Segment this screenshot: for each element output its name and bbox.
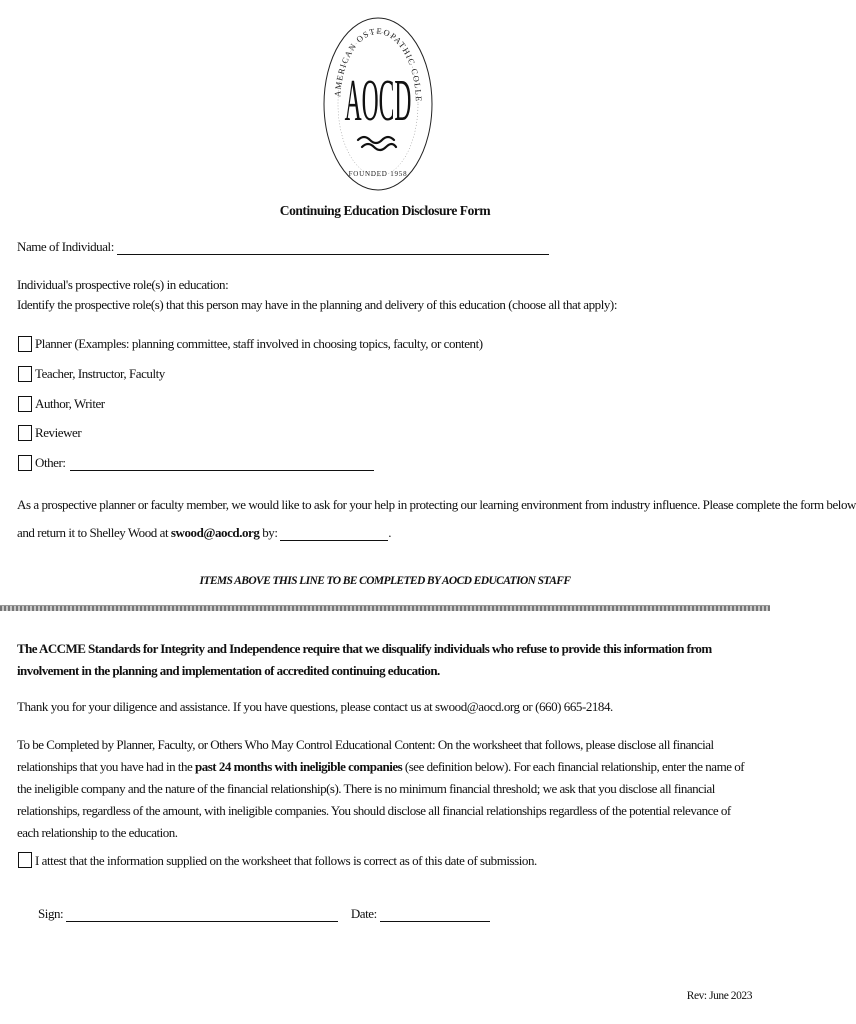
- instructions-part-1: To be Completed by Planner, Faculty, or Others Who May Control Educational Content: On the worksheet that follows, please disclose all financial relationships that you have had in the: [17, 737, 714, 774]
- role-label-other: Other:: [35, 455, 66, 470]
- section-divider: [0, 605, 770, 611]
- other-role-input[interactable]: [70, 456, 374, 471]
- instructions-part-2: (see definition below). For each financial relationship, enter the name of the ineligible company and the nature of the financial relationship(s). There is no minimum financial threshold; we ask that you disclose all financial relationships, regardless of the amount, with ineligible companies. You should disclose all financial relationships regardless of the potential relevance of each relationship to the education.: [17, 759, 745, 840]
- signature-row: [38, 905, 490, 923]
- role-checkbox-reviewer[interactable]: [18, 425, 32, 441]
- form-title: Continuing Education Disclosure Form: [279, 203, 491, 218]
- roles-instruction: Identify the prospective role(s) that this person may have in the planning and delivery of this education (choose all that apply):: [17, 297, 617, 312]
- name-input[interactable]: [117, 240, 549, 255]
- request-line-1: As a prospective planner or faculty member, we would like to ask for your help in protecting our learning environment from industry influence. Please complete the form below: [17, 497, 856, 512]
- contact-email: swood@aocd.org: [170, 525, 260, 540]
- signature-input[interactable]: [66, 907, 338, 922]
- staff-note: ITEMS ABOVE THIS LINE TO BE COMPLETED BY AOCD EDUCATION STAFF: [199, 575, 571, 587]
- name-label: Name of Individual:: [17, 239, 114, 254]
- aocd-seal-icon: [318, 16, 438, 192]
- due-date-input[interactable]: [280, 526, 388, 541]
- date-input[interactable]: [380, 907, 490, 922]
- name-field-row: [17, 238, 549, 256]
- role-label-author: Author, Writer: [35, 396, 105, 411]
- disclosure-instructions: [17, 734, 755, 844]
- role-checkbox-other[interactable]: [18, 455, 32, 471]
- request-return-text: and return it to Shelley Wood at: [17, 525, 171, 540]
- role-other-row: [35, 454, 374, 472]
- request-by-text: by:: [259, 525, 281, 540]
- svg-text:AMERICAN OSTEOPATHIC COLLEGE O: AMERICAN OSTEOPATHIC COLLE: [332, 25, 425, 103]
- attest-checkbox[interactable]: [18, 852, 32, 868]
- attest-label: I attest that the information supplied on the worksheet that follows is correct as of this date of submission.: [35, 853, 537, 868]
- instructions-bold: past 24 months with ineligible companies: [194, 759, 403, 774]
- accme-statement: The ACCME Standards for Integrity and Independence require that we disqualify individuals who refuse to provide this information from involvement in the planning and implementation of accredited continuing education.: [17, 641, 712, 678]
- role-checkbox-teacher[interactable]: [18, 366, 32, 382]
- role-checkbox-planner[interactable]: [18, 336, 32, 352]
- svg-text:FOUNDED 1958: FOUNDED 1958: [348, 170, 408, 178]
- aocd-logo: [318, 16, 438, 192]
- roles-heading: Individual's prospective role(s) in education:: [17, 277, 229, 292]
- request-line-2: [17, 524, 391, 542]
- role-label-planner: Planner (Examples: planning committee, staff involved in choosing topics, faculty, or content): [35, 336, 483, 351]
- svg-text:AOCD: AOCD: [344, 67, 412, 134]
- revision-note: Rev: June 2023: [686, 990, 752, 1002]
- role-label-teacher: Teacher, Instructor, Faculty: [35, 366, 165, 381]
- thanks-text: Thank you for your diligence and assistance. If you have questions, please contact us at swood@aocd.org or (660) 665-2184.: [17, 699, 613, 714]
- date-label: Date:: [350, 906, 377, 921]
- role-checkbox-author[interactable]: [18, 396, 32, 412]
- sign-label: Sign:: [38, 906, 64, 921]
- role-label-reviewer: Reviewer: [35, 425, 82, 440]
- request-end-period: .: [388, 525, 392, 540]
